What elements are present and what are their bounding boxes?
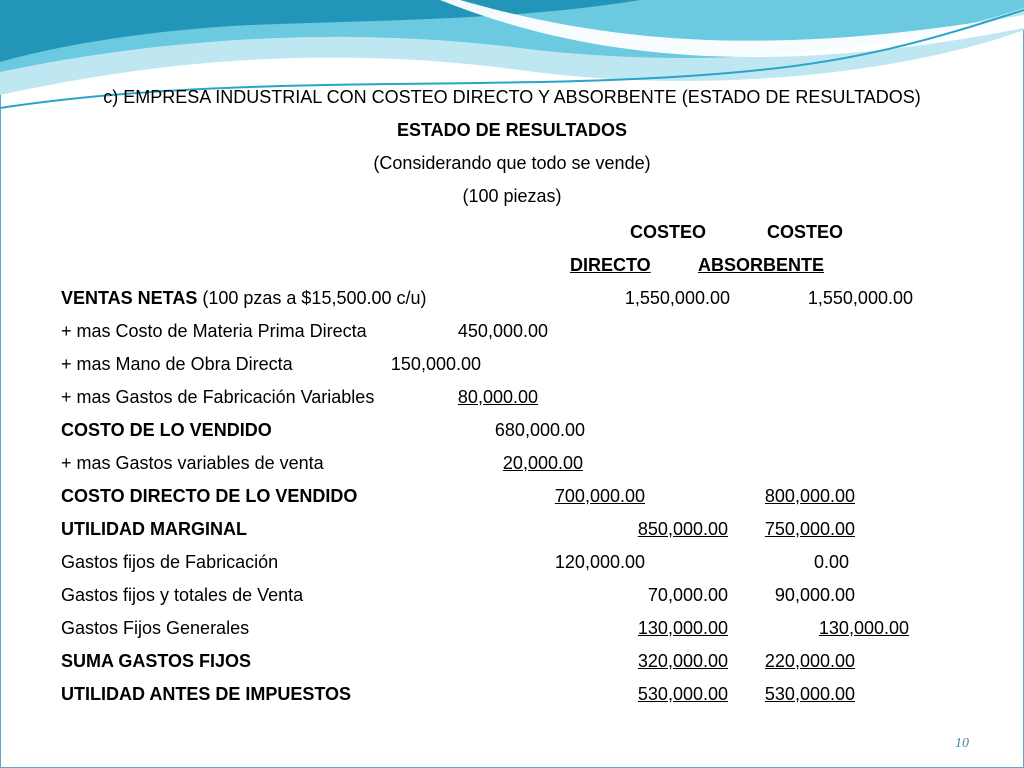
value-direct: 70,000.00 [647,585,728,605]
table-row [0,287,1024,313]
note: (Considerando que todo se vende) [373,153,651,173]
row-label: VENTAS NETAS (100 pzas a $15,500.00 c/u) [61,288,427,308]
table-row [0,320,1024,346]
row-label: SUMA GASTOS FIJOS [61,651,252,671]
row-label: Gastos Fijos Generales [61,618,250,638]
value-subtotal: 450,000.00 [457,321,548,341]
row-label: Gastos fijos de Fabricación [61,552,279,572]
value-subtotal: 680,000.00 [494,420,585,440]
value-direct: 700,000.00 [554,486,645,506]
table-row [0,650,1024,676]
value-absorb: 90,000.00 [774,585,855,605]
value-direct: 530,000.00 [637,684,728,704]
table-row [0,584,1024,610]
row-label: Gastos fijos y totales de Venta [61,585,304,605]
value-absorb: 130,000.00 [818,618,909,638]
column-absorb-heading: ABSORBENTE [698,255,825,275]
row-label: + mas Gastos de Fabricación Variables [61,387,375,407]
table-row [0,419,1024,445]
table-row [0,683,1024,709]
table-row [0,551,1024,577]
value-direct: 120,000.00 [554,552,645,572]
row-label: UTILIDAD ANTES DE IMPUESTOS [61,684,352,704]
units-label: (100 piezas) [462,186,562,206]
value-absorb: 220,000.00 [764,651,855,671]
column-direct-heading-top: COSTEO [630,222,707,242]
value-subtotal: 80,000.00 [457,387,538,407]
table-row [0,518,1024,544]
value-absorb: 530,000.00 [764,684,855,704]
row-label: + mas Mano de Obra Directa [61,354,293,374]
page-title: ESTADO DE RESULTADOS [396,120,627,140]
value-direct: 850,000.00 [637,519,728,539]
value-subtotal: 20,000.00 [502,453,583,473]
value-absorb: 750,000.00 [764,519,855,539]
table-row [0,485,1024,511]
row-label: UTILIDAD MARGINAL [61,519,247,539]
row-label: + mas Gastos variables de venta [61,453,324,473]
table-row [0,386,1024,412]
value-direct: 320,000.00 [637,651,728,671]
row-label: COSTO DIRECTO DE LO VENDIDO [61,486,358,506]
table-row [0,617,1024,643]
value-absorb: 0.00 [813,552,849,572]
table-row [0,353,1024,379]
page-number: 10 [955,736,969,751]
value-direct: 1,550,000.00 [624,288,730,308]
column-direct-heading: DIRECTO [570,255,651,275]
row-label: COSTO DE LO VENDIDO [61,420,272,440]
value-subtotal: 150,000.00 [390,354,481,374]
value-direct: 130,000.00 [637,618,728,638]
value-absorb: 800,000.00 [764,486,855,506]
subtitle: c) EMPRESA INDUSTRIAL CON COSTEO DIRECTO Y ABSORBENTE (ESTADO DE RESULTADOS) [103,87,921,107]
value-absorb: 1,550,000.00 [807,288,913,308]
column-absorb-heading-top: COSTEO [767,222,844,242]
table-row [0,452,1024,478]
row-label: + mas Costo de Materia Prima Directa [61,321,367,341]
